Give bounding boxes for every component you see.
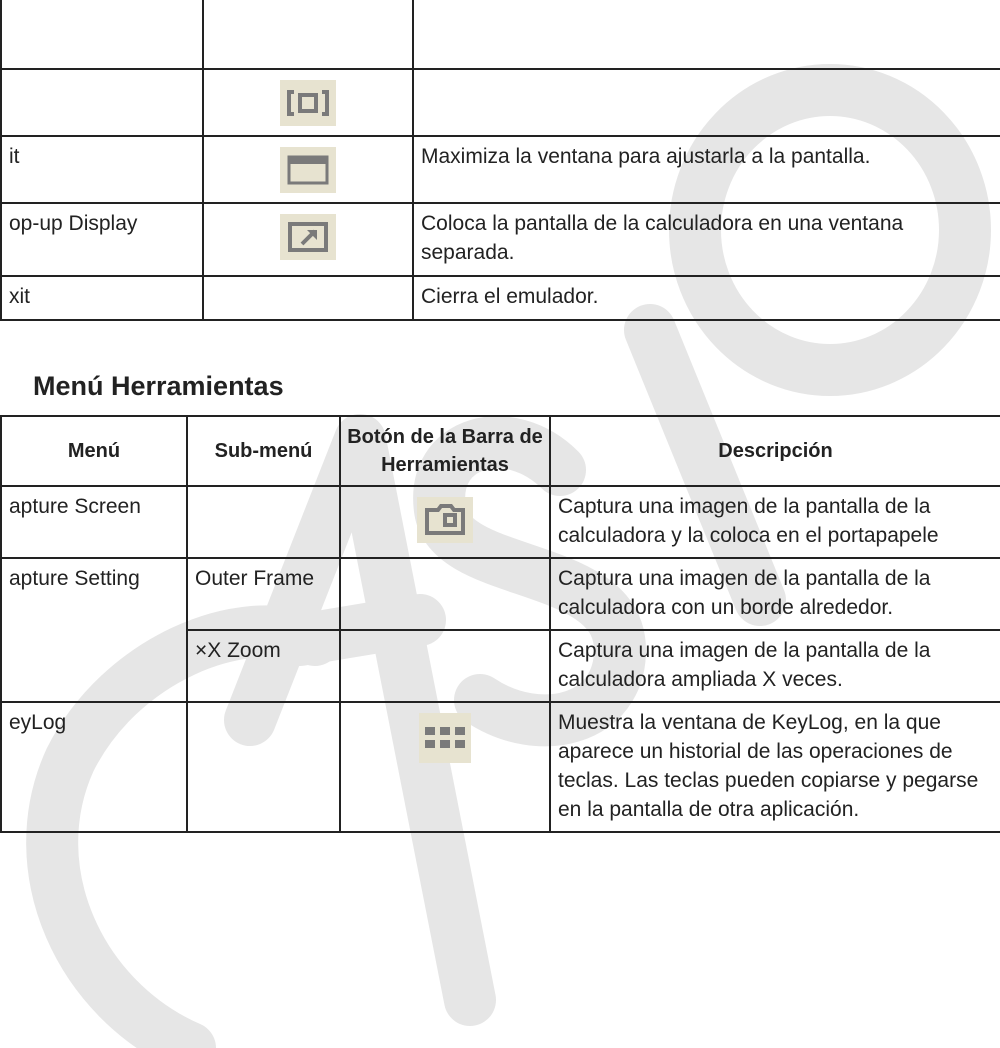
- button-cell: [340, 486, 550, 558]
- description-cell: [413, 69, 1000, 136]
- table-row: [1, 203, 1000, 276]
- description-cell: Maximiza la ventana para ajustarla a la pantalla.: [413, 136, 1000, 203]
- header-description: Descripción: [550, 416, 1000, 486]
- submenu-cell: Outer Frame: [187, 558, 340, 630]
- menu-cell: [1, 69, 203, 136]
- file-menu-table: [0, 0, 1000, 321]
- table-row: [1, 136, 1000, 203]
- description-cell: Captura una imagen de la pantalla de la calculadora ampliada X veces.: [550, 630, 1000, 702]
- button-cell: [203, 136, 413, 203]
- description-cell: Coloca la pantalla de la calculadora en una ventana separada.: [413, 203, 1000, 276]
- submenu-cell: ×X Zoom: [187, 630, 340, 702]
- tools-menu-table: [0, 415, 1000, 833]
- header-toolbar-button: Botón de la Barra de Herramientas: [340, 416, 550, 486]
- menu-cell: apture Screen: [1, 486, 187, 558]
- camera-icon: [417, 497, 473, 543]
- menu-cell: it: [1, 136, 203, 203]
- button-cell: [340, 702, 550, 832]
- header-menu: Menú: [1, 416, 187, 486]
- button-cell: [203, 0, 413, 69]
- button-cell: [203, 203, 413, 276]
- header-submenu: Sub-menú: [187, 416, 340, 486]
- table-row: [1, 558, 1000, 630]
- table-row: [1, 276, 1000, 320]
- description-cell: Captura una imagen de la pantalla de la calculadora con un borde alrededor.: [550, 558, 1000, 630]
- menu-cell: op-up Display: [1, 203, 203, 276]
- menu-cell: [1, 0, 203, 69]
- description-cell: Captura una imagen de la pantalla de la calculadora y la coloca en el portapapele: [550, 486, 1000, 558]
- button-cell: [340, 630, 550, 702]
- description-cell: Cierra el emulador.: [413, 276, 1000, 320]
- table-row: [1, 0, 1000, 69]
- submenu-cell: [187, 486, 340, 558]
- maximize-window-icon: [280, 147, 336, 193]
- button-cell: [203, 69, 413, 136]
- table-row: [1, 69, 1000, 136]
- popup-display-icon: [280, 214, 336, 260]
- table-row: [1, 486, 1000, 558]
- description-cell: Muestra la ventana de KeyLog, en la que aparece un historial de las operaciones de teclas. Las teclas pueden copiarse y pegarse en la pantalla de otra aplicación.: [550, 702, 1000, 832]
- menu-cell: apture Setting: [1, 558, 187, 702]
- section-title: Menú Herramientas: [33, 371, 284, 401]
- button-cell: [203, 276, 413, 320]
- table-header-row: [1, 416, 1000, 486]
- submenu-cell: [187, 702, 340, 832]
- fit-to-window-icon: [280, 80, 336, 126]
- description-cell: [413, 0, 1000, 69]
- keylog-grid-icon: [419, 713, 471, 763]
- menu-cell: xit: [1, 276, 203, 320]
- menu-cell: eyLog: [1, 702, 187, 832]
- table-row: [1, 702, 1000, 832]
- button-cell: [340, 558, 550, 630]
